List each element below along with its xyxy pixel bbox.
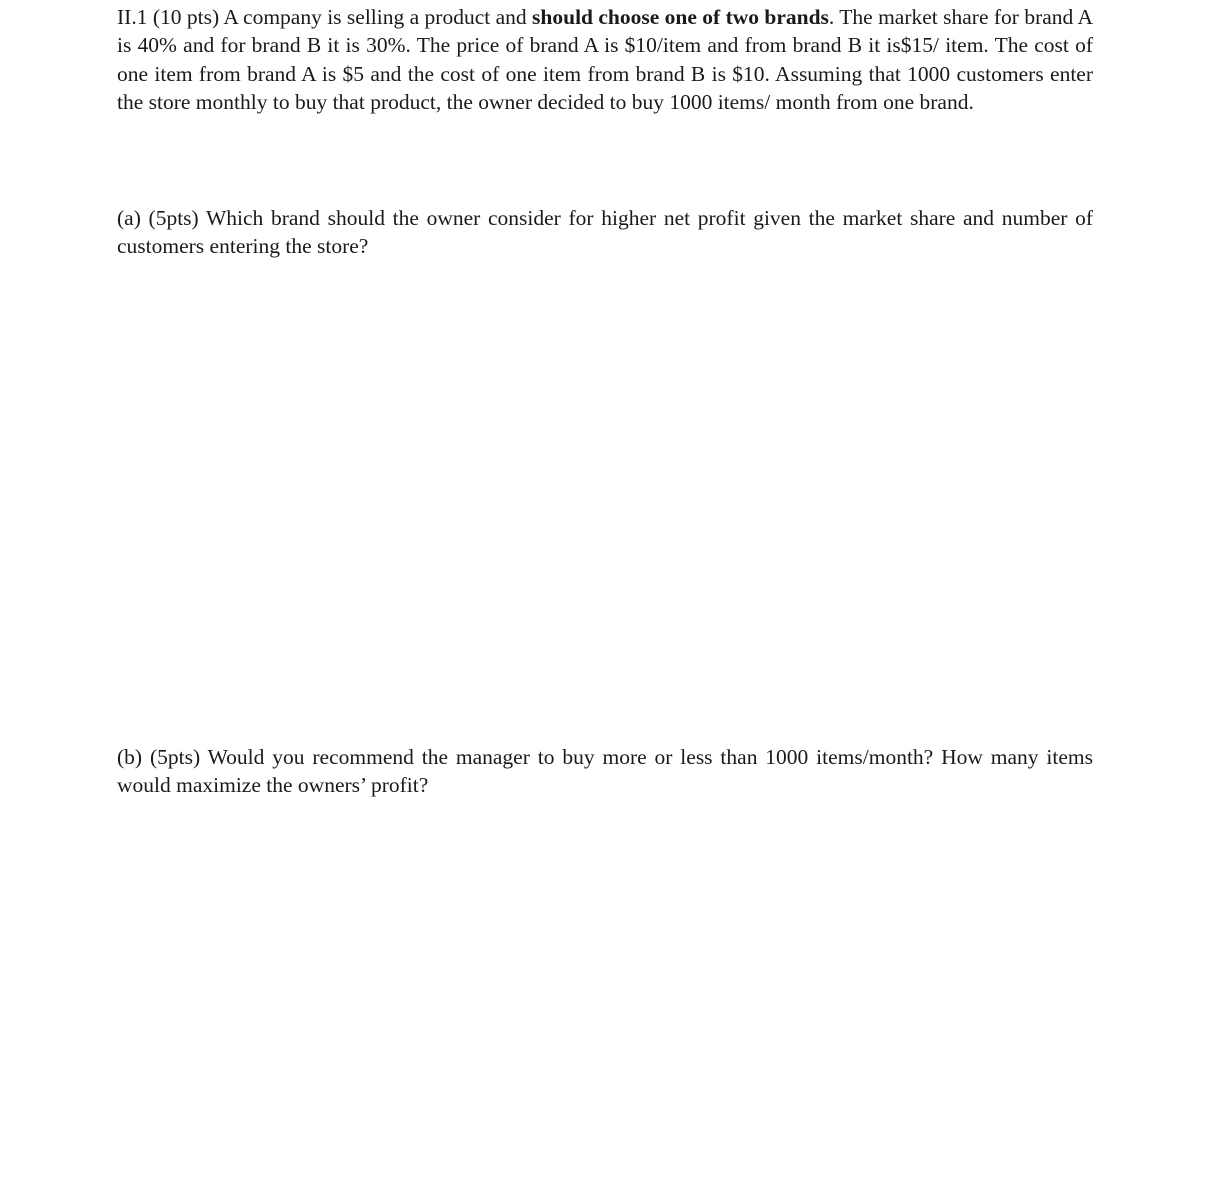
part-b-text: Would you recommend the manager to buy more or less than 1000 items/month? How many items would maximize the owners’ profit? bbox=[117, 745, 1093, 798]
part-a bbox=[117, 204, 1093, 261]
part-a-text: Which brand should the owner consider for higher net profit given the market share and number of customers entering the store? bbox=[117, 206, 1093, 259]
question-intro-bold: should choose one of two brands bbox=[532, 5, 829, 29]
question-heading: II.1 (10 pts) bbox=[117, 5, 220, 29]
question-intro-text: A company is selling a product and bbox=[223, 5, 527, 29]
part-b bbox=[117, 743, 1093, 800]
question-intro-rest: . The market share for brand A is 40% and for brand B it is 30%. The price of brand A is $10/item and from brand B it is$15/ item. The cost of one item from brand A is $5 and the cost of one item from brand B is $10. Assuming that 1000 customers enter the store monthly to buy that product, the owner decided to buy 1000 items/ month from one brand. bbox=[117, 5, 1093, 114]
question-intro bbox=[117, 3, 1093, 116]
part-a-label: (a) (5pts) bbox=[117, 206, 199, 230]
part-b-label: (b) (5pts) bbox=[117, 745, 201, 769]
